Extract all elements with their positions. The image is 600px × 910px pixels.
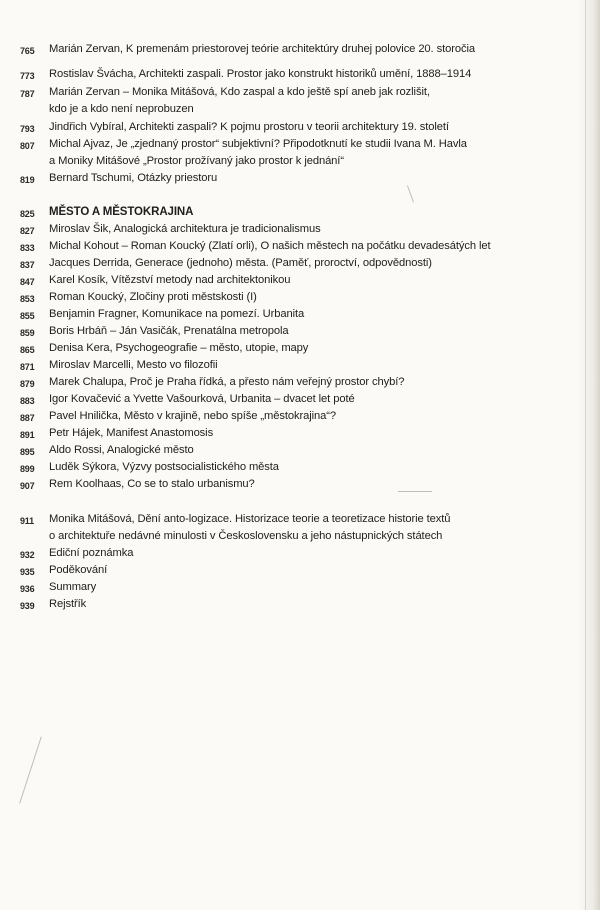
toc-entry-title: Marián Zervan, K premenám priestorovej teórie architektúry druhej polovice 20. storočia xyxy=(49,43,475,55)
page-edge-line xyxy=(585,0,586,910)
toc-entry-title: Jindřich Vybíral, Architekti zaspali? K pojmu prostoru v teorii architektury 19. století xyxy=(49,121,449,133)
toc-page-number: 891 xyxy=(20,430,35,440)
toc-entry-title: Petr Hájek, Manifest Anastomosis xyxy=(49,427,214,439)
toc-page-number: 859 xyxy=(20,328,35,338)
toc-page-number: 793 xyxy=(20,124,35,134)
toc-entry-title: Igor Kovačević a Yvette Vašourková, Urbanita – dvacet let poté xyxy=(49,393,355,405)
toc-page-number: 899 xyxy=(20,464,35,474)
toc-entry-title: Denisa Kera, Psychogeografie – město, utopie, mapy xyxy=(49,342,309,354)
scan-mark xyxy=(407,185,414,202)
toc-entry-title: Benjamin Fragner, Komunikace na pomezí. Urbanita xyxy=(49,308,305,320)
toc-page-number: 895 xyxy=(20,447,35,457)
toc-page-number: 879 xyxy=(20,379,35,389)
toc-entry-title: Ediční poznámka xyxy=(49,547,134,559)
toc-page-number: 855 xyxy=(20,311,35,321)
toc-entry-title: Michal Ajvaz, Je „zjednaný prostor“ subjektivní? Připodotknutí ke studii Ivana M. Havla xyxy=(49,138,467,150)
toc-entry-title: Roman Koucký, Zločiny proti městskosti (I) xyxy=(49,291,257,303)
toc-page-number: 936 xyxy=(20,584,35,594)
toc-page-number: 825 xyxy=(20,209,35,219)
toc-page-number: 847 xyxy=(20,277,35,287)
toc-page-number: 833 xyxy=(20,243,35,253)
toc-entry-title: Bernard Tschumi, Otázky priestoru xyxy=(49,172,218,184)
toc-entry-title: Rem Koolhaas, Co se to stalo urbanismu? xyxy=(49,478,255,490)
toc-entry-title: Poděkování xyxy=(49,564,108,576)
toc-page-number: 827 xyxy=(20,226,35,236)
toc-page-number: 887 xyxy=(20,413,35,423)
toc-entry-title: Marián Zervan – Monika Mitášová, Kdo zaspal a kdo ještě spí aneb jak rozlišit, xyxy=(49,86,430,98)
toc-entry-title: Luděk Sýkora, Výzvy postsocialistického města xyxy=(49,461,279,473)
toc-entry-title: Miroslav Marcelli, Mesto vo filozofii xyxy=(49,359,218,371)
toc-page-number: 883 xyxy=(20,396,35,406)
toc-page-number: 932 xyxy=(20,550,35,560)
toc-entry-title: Miroslav Šik, Analogická architektura je tradicionalismus xyxy=(49,223,321,235)
toc-entry-title: Aldo Rossi, Analogické město xyxy=(49,444,194,456)
scan-mark xyxy=(19,737,42,804)
page-edge-shadow xyxy=(578,0,600,910)
toc-entry-title: Boris Hrbáň – Ján Vasičák, Prenatálna metropola xyxy=(49,325,289,337)
toc-entry-title-continued: kdo je a kdo není neprobuzen xyxy=(49,103,194,115)
toc-entry-title-continued: o architektuře nedávné minulosti v Československu a jeho nástupnických státech xyxy=(49,530,443,542)
toc-entry-title: Marek Chalupa, Proč je Praha řídká, a přesto nám veřejný prostor chybí? xyxy=(49,376,405,388)
toc-page-number: 837 xyxy=(20,260,35,270)
toc-page-number: 865 xyxy=(20,345,35,355)
toc-entry-title: Monika Mitášová, Dění anto-logizace. Historizace teorie a teoretizace historie textů xyxy=(49,513,451,525)
toc-page-number: 935 xyxy=(20,567,35,577)
toc-page-number: 939 xyxy=(20,601,35,611)
toc-entry-title: Pavel Hnilička, Město v krajině, nebo spíše „městokrajina“? xyxy=(49,410,336,422)
toc-page-number: 807 xyxy=(20,141,35,151)
toc-page-number: 871 xyxy=(20,362,35,372)
toc-entry-title: Summary xyxy=(49,581,97,593)
toc-page-number: 907 xyxy=(20,481,35,491)
toc-page-number: 765 xyxy=(20,46,35,56)
toc-page-number: 819 xyxy=(20,175,35,185)
toc-page-number: 773 xyxy=(20,71,35,81)
toc-entry-title: Karel Kosík, Vítězství metody nad architektonikou xyxy=(49,274,291,286)
toc-page-number: 787 xyxy=(20,89,35,99)
toc-entry-title: Michal Kohout – Roman Koucký (Zlatí orli), O našich městech na počátku devadesátých let xyxy=(49,240,491,252)
toc-entry-title: Rejstřík xyxy=(49,598,87,610)
toc-entry-title: Rostislav Švácha, Architekti zaspali. Prostor jako konstrukt historiků umění, 1888–1914 xyxy=(49,68,472,80)
toc-entry-title: Jacques Derrida, Generace (jednoho) města. (Paměť, proroctví, odpovědnosti) xyxy=(49,257,432,269)
toc-page-number: 911 xyxy=(20,516,34,526)
section-heading: MĚSTO A MĚSTOKRAJINA xyxy=(49,206,194,218)
toc-page-number: 853 xyxy=(20,294,35,304)
toc-entry-title-continued: a Moniky Mitášové „Prostor prožívaný jako prostor k jednání“ xyxy=(49,155,344,167)
